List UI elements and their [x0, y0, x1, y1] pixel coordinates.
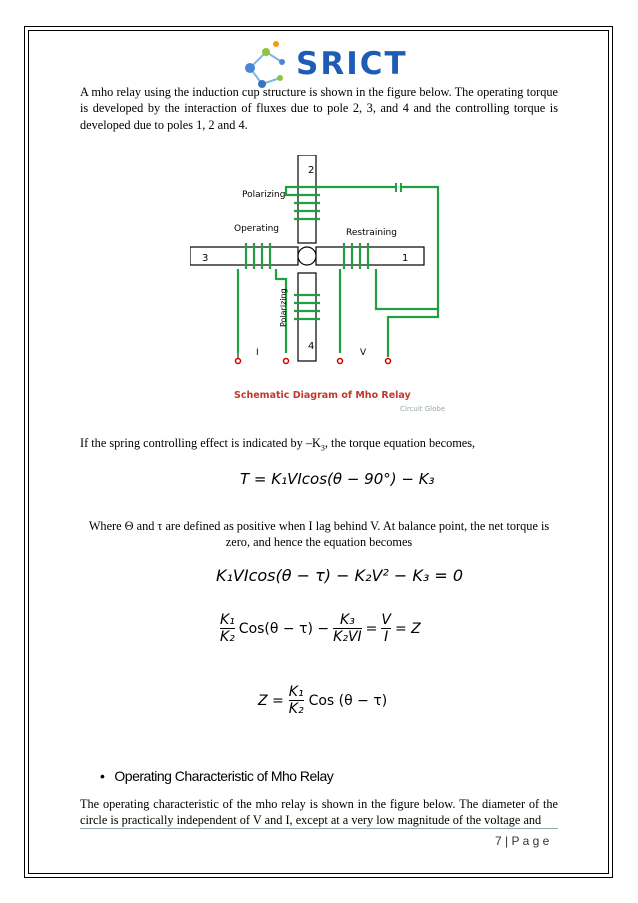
- intro-paragraph: A mho relay using the induction cup structure is shown in the figure below. The operating torque is developed by the interaction of fluxes due to pole 2, 3, and 4 and the controlling torque is developed due to poles 1, 2 and 4.: [80, 85, 558, 132]
- spring-paragraph: If the spring controlling effect is indicated by $-K_3$, the torque equation becomes,: [80, 436, 476, 453]
- terminal-v-2: [386, 359, 391, 364]
- balance-equation: K₁VIcos(θ − τ) − K₂V² − K₃ = 0: [216, 566, 464, 585]
- mho-relay-schematic: [190, 155, 450, 415]
- torque-equation: T = K₁VIcos(θ − 90°) − K₃: [240, 470, 435, 488]
- pole-bottom-label: 4: [308, 341, 315, 352]
- page-number: 7 | P a g e: [495, 834, 550, 848]
- terminal-v-label: V: [360, 348, 367, 358]
- pole-right-label: 1: [402, 253, 409, 264]
- pole-top-label: 2: [308, 165, 315, 176]
- logo-text: SRICT: [296, 46, 408, 82]
- impedance-result-equation: Z = $\frac{\text{K₁}}{\text{K₂}}$ Cos (θ − τ): [258, 684, 388, 717]
- restraining-label: Restraining: [346, 228, 397, 238]
- terminal-i-2: [284, 359, 289, 364]
- terminal-v-1: [338, 359, 343, 364]
- terminal-i-1: [236, 359, 241, 364]
- polarizing-top-label: Polarizing: [242, 190, 286, 200]
- terminal-i-label: I: [256, 348, 259, 358]
- pole-left-label: 3: [202, 253, 209, 264]
- balance-paragraph: Where Θ and τ are defined as positive when I lag behind V. At balance point, the net torque is zero, and hence the equation becomes: [88, 519, 550, 550]
- impedance-equation: K₁ K₂ Cos(θ − τ) − $\frac{\text{K₃}}{\text{K₂VI}}$ = $\frac{V}{I}$ = Z: [220, 612, 421, 645]
- footer-rule: [80, 828, 558, 829]
- diagram-credit: Circuit Globe: [400, 405, 446, 413]
- section-heading: • Operating Characteristic of Mho Relay: [100, 768, 334, 784]
- characteristic-paragraph: The operating characteristic of the mho relay is shown in the figure below. The diameter of the circle is practically independent of V and I, except at a very low magnitude of the voltage and: [80, 797, 558, 828]
- bullet-icon: •: [100, 768, 105, 784]
- polarizing-side-label: Polarizing: [279, 288, 288, 327]
- operating-label: Operating: [234, 224, 279, 234]
- induction-cup: [298, 247, 316, 265]
- diagram-caption: Schematic Diagram of Mho Relay: [234, 390, 411, 401]
